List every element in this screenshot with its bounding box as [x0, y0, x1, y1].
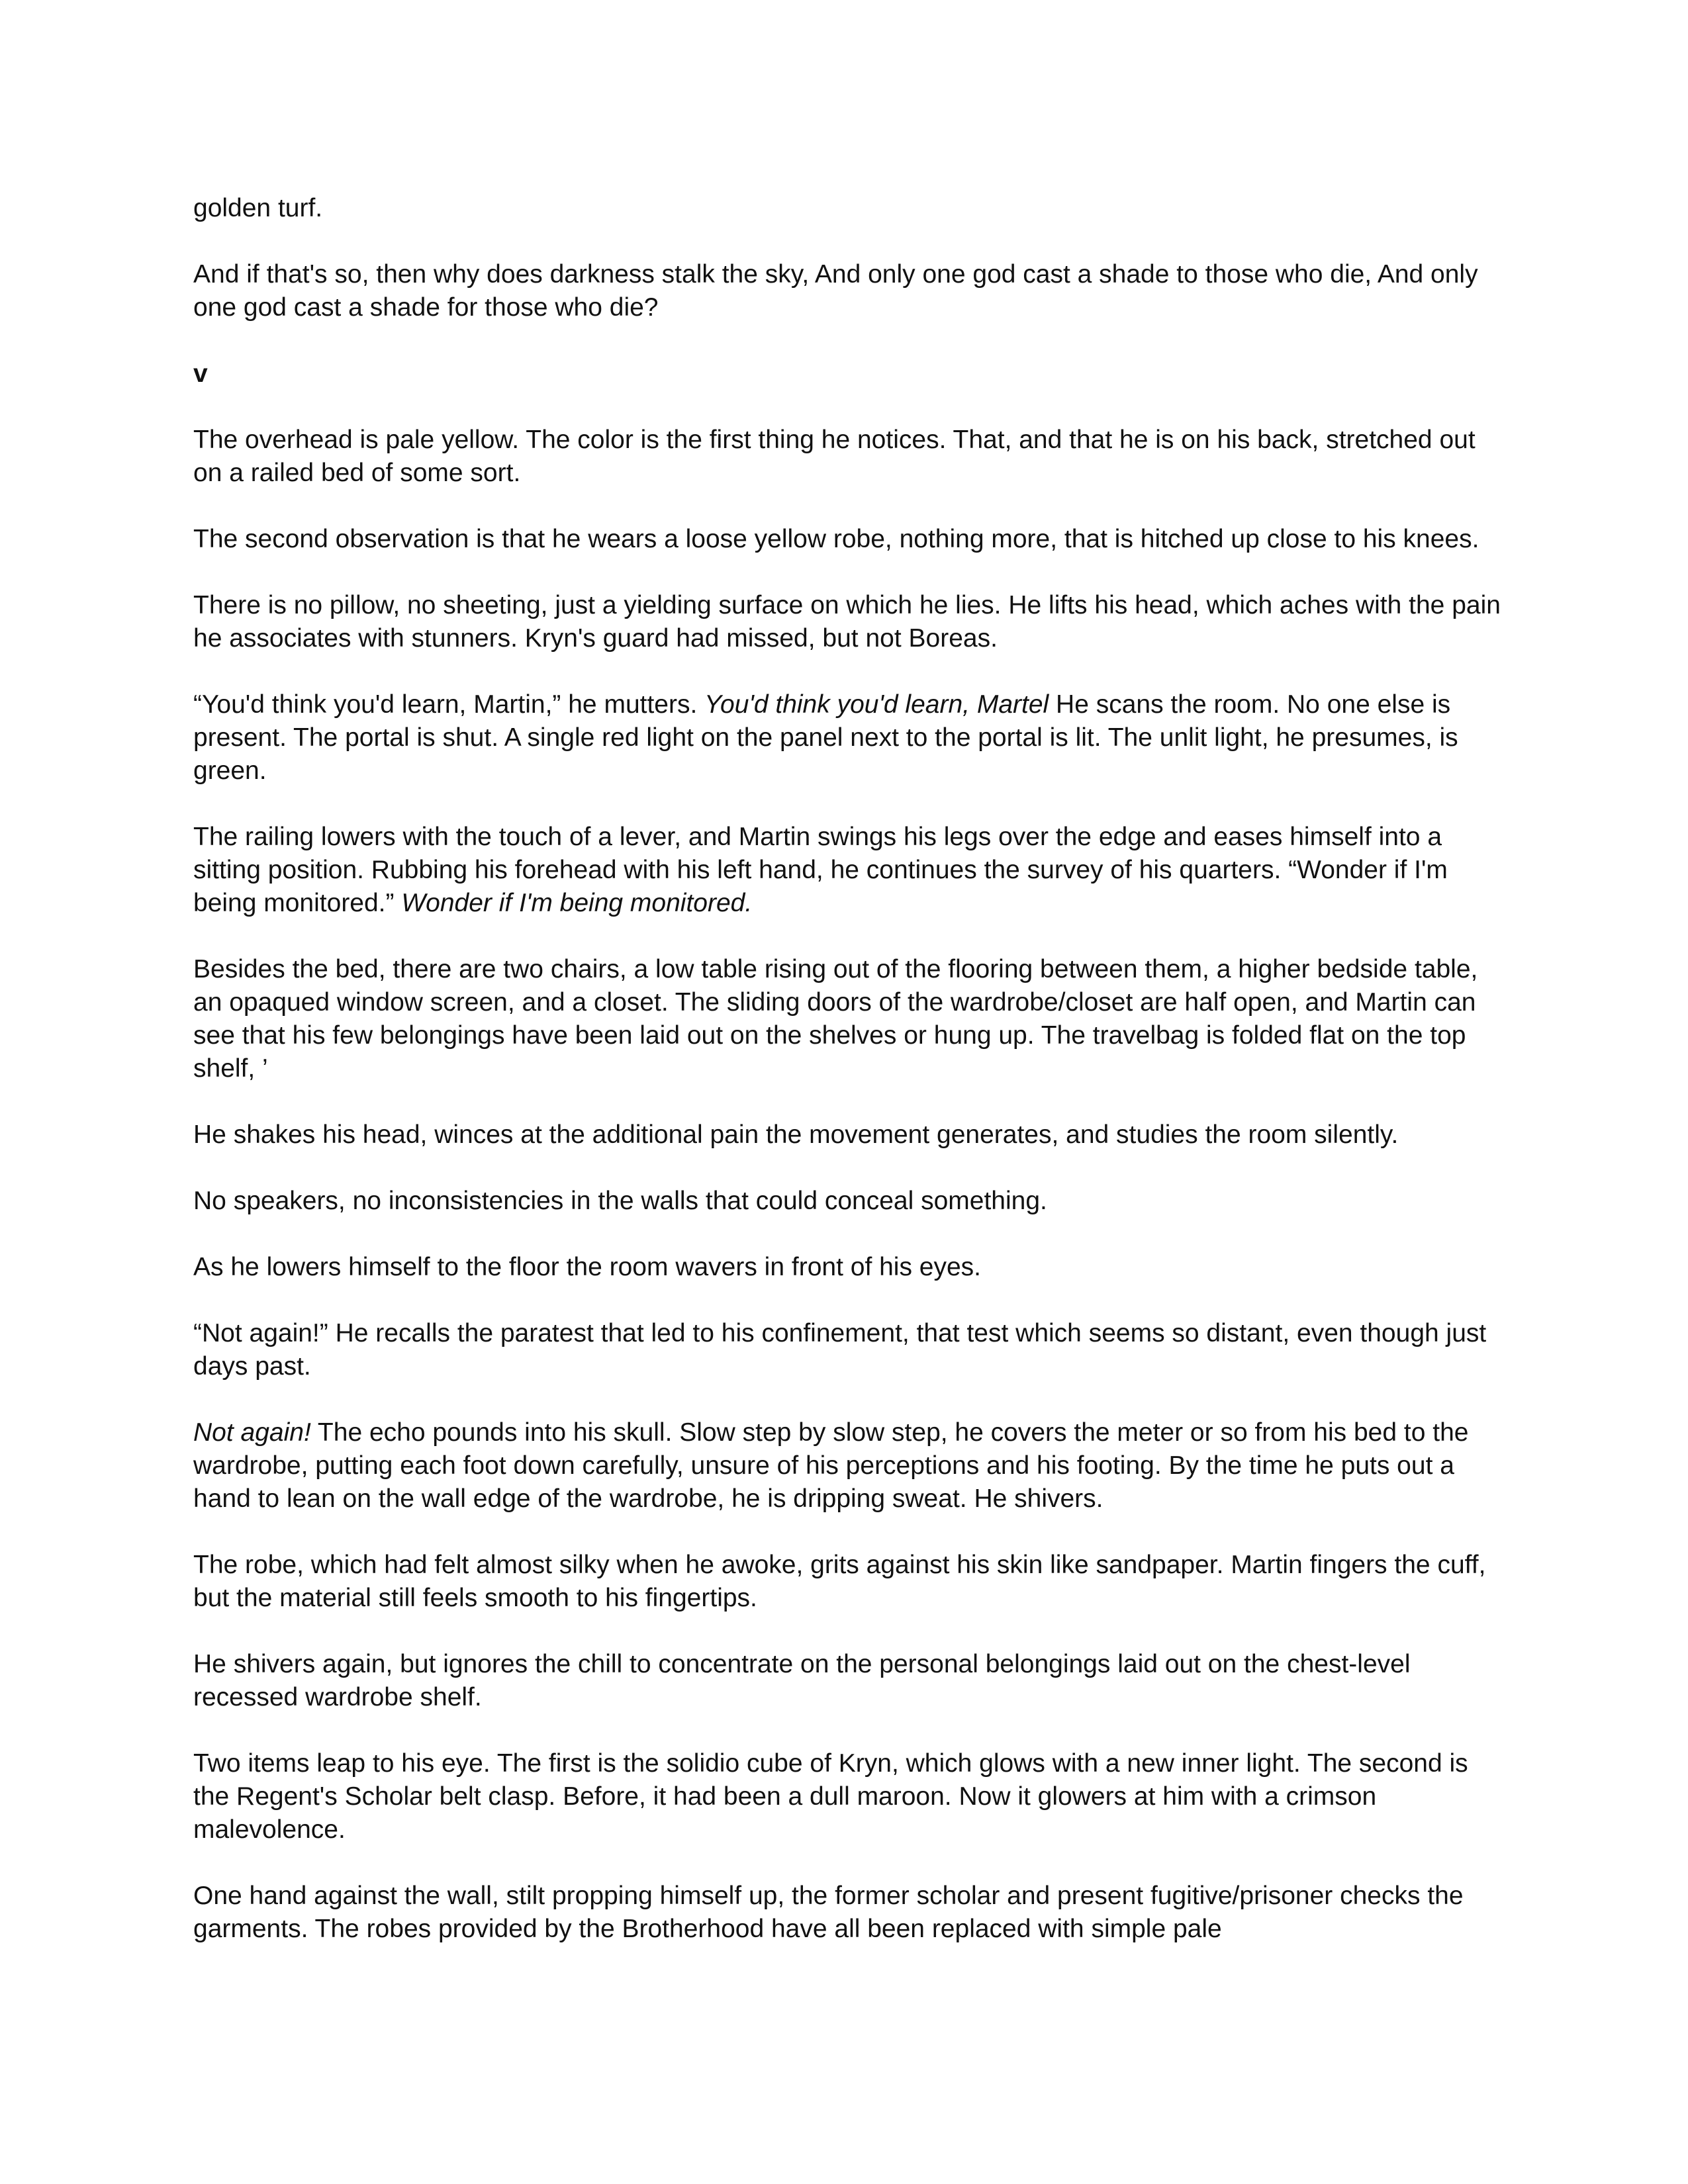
paragraph-overhead: The overhead is pale yellow. The color is the first thing he notices. That, and that he is on his back, stretched out on a railed bed of some sort.: [193, 426, 1476, 487]
paragraph-second-observation: The second observation is that he wears a loose yellow robe, nothing more, that is hitched up close to his knees.: [193, 525, 1479, 553]
paragraph-no-pillow: There is no pillow, no sheeting, just a yielding surface on which he lies. He lifts his head, which aches with the pain he associates with stunners. Kryn's guard had missed, but not Boreas.: [193, 591, 1501, 653]
italic-run: Wonder if I'm being monitored.: [401, 889, 753, 917]
document-page: [193, 192, 1504, 1979]
italic-run: You'd think you'd learn, Martel: [704, 690, 1049, 719]
paragraph-besides-bed: Besides the bed, there are two chairs, a low table rising out of the flooring between them, a higher bedside table, an opaqued window screen, and a closet. The sliding doors of the wardrobe/closet are half open, and Martin can see that his few belongings have been laid out on the shelves or hung up. The travelbag is folded flat on the top shelf, ’: [193, 955, 1478, 1083]
paragraph-echo: [193, 1416, 1504, 1516]
paragraph-no-speakers: No speakers, no inconsistencies in the walls that could conceal something.: [193, 1187, 1047, 1215]
text-run: The railing lowers with the touch of a lever, and Martin swings his legs over the edge and eases himself into a sitting position. Rubbing his forehead with his left hand, he continues the survey of his quarters. “Wonder if I'm being monitored.”: [193, 823, 1448, 917]
text-run: He scans the room. No one else is present. The portal is shut. A single red light on the panel next to the portal is lit. The unlit light, he presumes, is green.: [193, 690, 1458, 785]
paragraph-not-again: “Not again!” He recalls the paratest that led to his confinement, that test which seems so distant, even though just days past.: [193, 1319, 1487, 1381]
paragraph-one-hand: One hand against the wall, stilt propping himself up, the former scholar and present fugitive/prisoner checks the garments. The robes provided by the Brotherhood have all been replaced with simple pale: [193, 1882, 1464, 1943]
paragraph-two-items: Two items leap to his eye. The first is the solidio cube of Kryn, which glows with a new inner light. The second is the Regent's Scholar belt clasp. Before, it had been a dull maroon. Now it glowers at him with a crimson malevolence.: [193, 1749, 1468, 1844]
italic-run: Not again!: [193, 1418, 311, 1447]
text-run: “You'd think you'd learn, Martin,” he mutters.: [193, 690, 705, 719]
paragraph-you-learn: [193, 688, 1504, 788]
paragraph-lowers-himself: As he lowers himself to the floor the room wavers in front of his eyes.: [193, 1253, 982, 1281]
paragraph-shivers-again: He shivers again, but ignores the chill to concentrate on the personal belongings laid out on the chest-level recessed wardrobe shelf.: [193, 1650, 1411, 1711]
paragraph-golden-turf: golden turf.: [193, 194, 323, 222]
paragraph-railing: [193, 821, 1504, 920]
paragraph-shakes-head: He shakes his head, winces at the additional pain the movement generates, and studies the room silently.: [193, 1120, 1399, 1149]
paragraph-verse: And if that's so, then why does darkness stalk the sky, And only one god cast a shade to those who die, And only one god cast a shade for those who die?: [193, 260, 1478, 322]
section-heading: v: [193, 359, 208, 388]
paragraph-robe-silky: The robe, which had felt almost silky when he awoke, grits against his skin like sandpaper. Martin fingers the cuff, but the material still feels smooth to his fingertips.: [193, 1551, 1486, 1612]
text-run: The echo pounds into his skull. Slow step by slow step, he covers the meter or so from his bed to the wardrobe, putting each foot down carefully, unsure of his perceptions and his footing. By the time he puts out a hand to lean on the wall edge of the wardrobe, he is dripping sweat. He shivers.: [193, 1418, 1469, 1513]
